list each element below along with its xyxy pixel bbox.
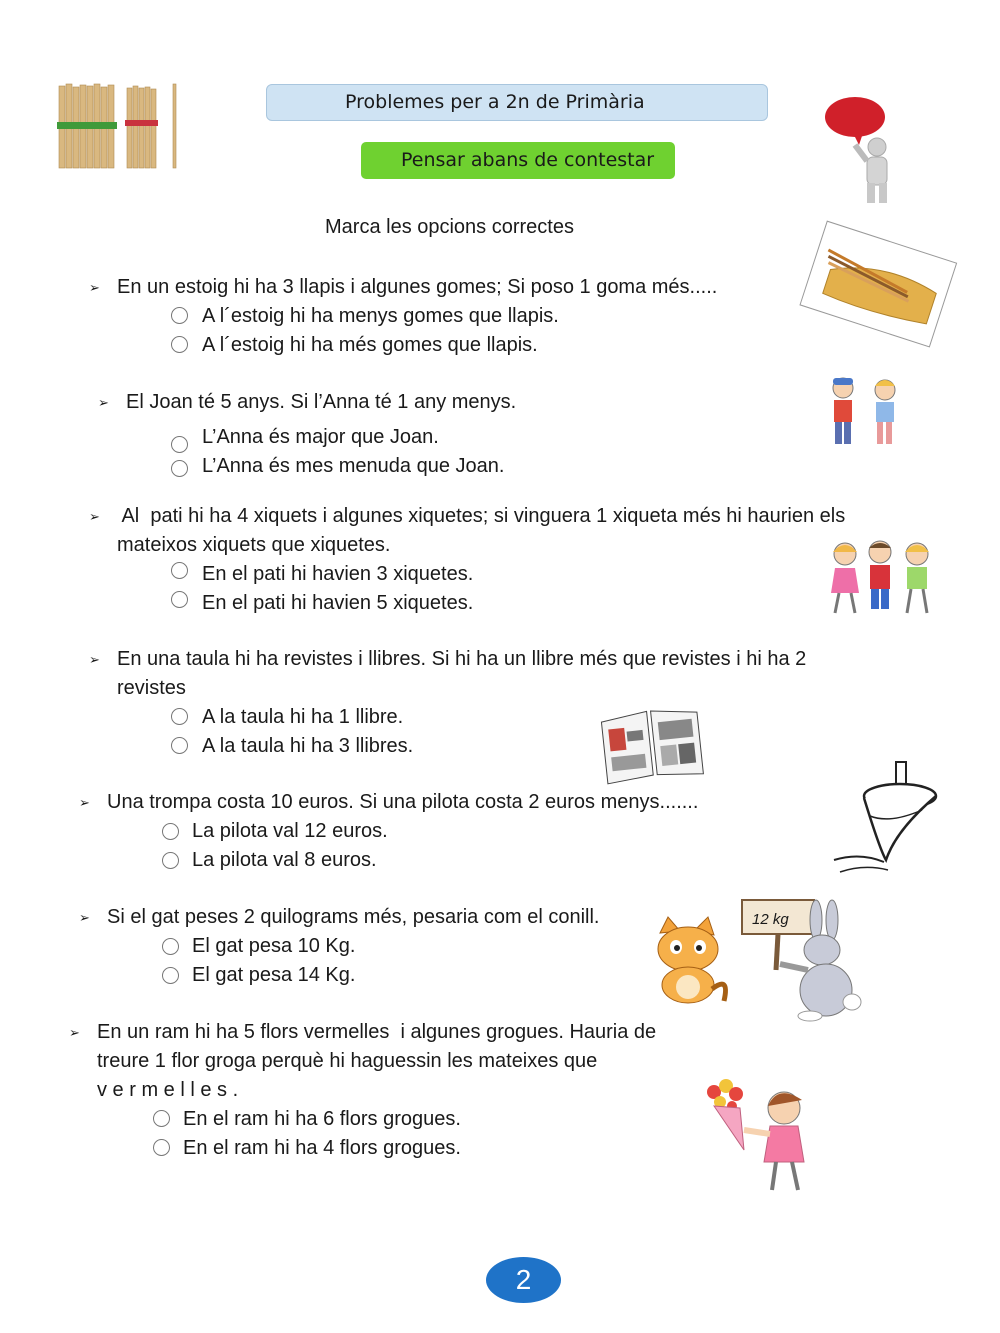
question-7-line3: v e r m e l l e s . [97, 1079, 239, 1101]
option-label: A la taula hi ha 3 llibres. [202, 735, 414, 757]
radio-q3-opt1[interactable] [171, 562, 188, 579]
question-2 [98, 388, 517, 417]
speech-bubble-figure-illustration [815, 95, 925, 205]
radio-q7-opt1[interactable] [153, 1110, 170, 1127]
bullet-arrow-icon: ➢ [98, 395, 109, 410]
option-label: A la taula hi ha 1 llibre. [202, 706, 404, 728]
radio-q7-opt2[interactable] [153, 1139, 170, 1156]
rabbit-sign-text: 12 kg [752, 911, 789, 928]
option-label: A l´estoig hi ha més gomes que llapis. [202, 334, 538, 356]
option-label: En el ram hi ha 4 flors grogues. [183, 1137, 461, 1159]
radio-q6-opt1[interactable] [162, 938, 179, 955]
bullet-arrow-icon: ➢ [89, 652, 100, 667]
option-label: En el pati hi havien 5 xiquetes. [202, 592, 474, 614]
option-label: A l´estoig hi ha menys gomes que llapis. [202, 305, 559, 327]
bullet-arrow-icon: ➢ [89, 280, 100, 295]
magazine-illustration [600, 707, 705, 782]
option-label: En el pati hi havien 3 xiquetes. [202, 563, 474, 585]
option-label: La pilota val 8 euros. [192, 849, 377, 871]
bullet-arrow-icon: ➢ [79, 795, 90, 810]
question-text: En un estoig hi ha 3 llapis i algunes gomes; Si poso 1 goma més..... [117, 276, 718, 298]
question-text: Una trompa costa 10 euros. Si una pilota costa 2 euros menys....... [107, 791, 699, 813]
radio-q6-opt2[interactable] [162, 967, 179, 984]
cat-illustration [646, 915, 734, 1007]
pencil-case-illustration [798, 215, 958, 355]
sticks-illustration [55, 82, 180, 172]
question-5 [79, 788, 699, 817]
question-text: En un ram hi ha 5 flors vermelles i algunes grogues. Hauria de [97, 1021, 657, 1043]
question-text: Al pati hi ha 4 xiquets i algunes xiquetes; si vinguera 1 xiqueta més hi haurien els [117, 505, 846, 527]
option-label: L’Anna és mes menuda que Joan. [202, 455, 505, 477]
radio-q2-opt2[interactable] [171, 460, 188, 477]
question-4 [89, 645, 807, 674]
bullet-arrow-icon: ➢ [69, 1025, 80, 1040]
dancing-kids-illustration [825, 538, 940, 623]
option-label: En el ram hi ha 6 flors grogues. [183, 1108, 461, 1130]
page-title: Problemes per a 2n de Primària [266, 84, 768, 121]
question-text: En una taula hi ha revistes i llibres. Si hi ha un llibre més que revistes i hi ha 2 [117, 648, 807, 670]
question-7-line2: treure 1 flor groga perquè hi haguessin les mateixes que [97, 1050, 598, 1072]
radio-q4-opt2[interactable] [171, 737, 188, 754]
instruction-text: Marca les opcions correctes [325, 216, 574, 238]
question-4-line2: revistes [117, 677, 186, 699]
radio-q1-opt1[interactable] [171, 307, 188, 324]
radio-q5-opt1[interactable] [162, 823, 179, 840]
question-1 [89, 273, 718, 302]
bullet-arrow-icon: ➢ [79, 910, 90, 925]
two-kids-illustration [825, 376, 910, 448]
option-label: La pilota val 12 euros. [192, 820, 388, 842]
radio-q5-opt2[interactable] [162, 852, 179, 869]
question-7 [69, 1018, 657, 1047]
question-text: Si el gat peses 2 quilograms més, pesaria com el conill. [107, 906, 600, 928]
question-3-line2: mateixos xiquets que xiquetes. [117, 534, 391, 556]
option-label: El gat pesa 10 Kg. [192, 935, 356, 957]
question-text: El Joan té 5 anys. Si l’Anna té 1 any menys. [126, 391, 517, 413]
radio-q2-opt1[interactable] [171, 436, 188, 453]
question-6 [79, 903, 600, 932]
spinning-top-illustration [830, 760, 940, 880]
radio-q3-opt2[interactable] [171, 591, 188, 608]
option-label: L’Anna és major que Joan. [202, 426, 439, 448]
question-3 [89, 502, 846, 531]
option-label: El gat pesa 14 Kg. [192, 964, 356, 986]
radio-q4-opt1[interactable] [171, 708, 188, 725]
radio-q1-opt2[interactable] [171, 336, 188, 353]
bullet-arrow-icon: ➢ [89, 509, 100, 524]
page-number-badge: 2 [486, 1257, 561, 1303]
page-subtitle: Pensar abans de contestar [361, 142, 675, 179]
girl-with-flowers-illustration [700, 1078, 812, 1196]
